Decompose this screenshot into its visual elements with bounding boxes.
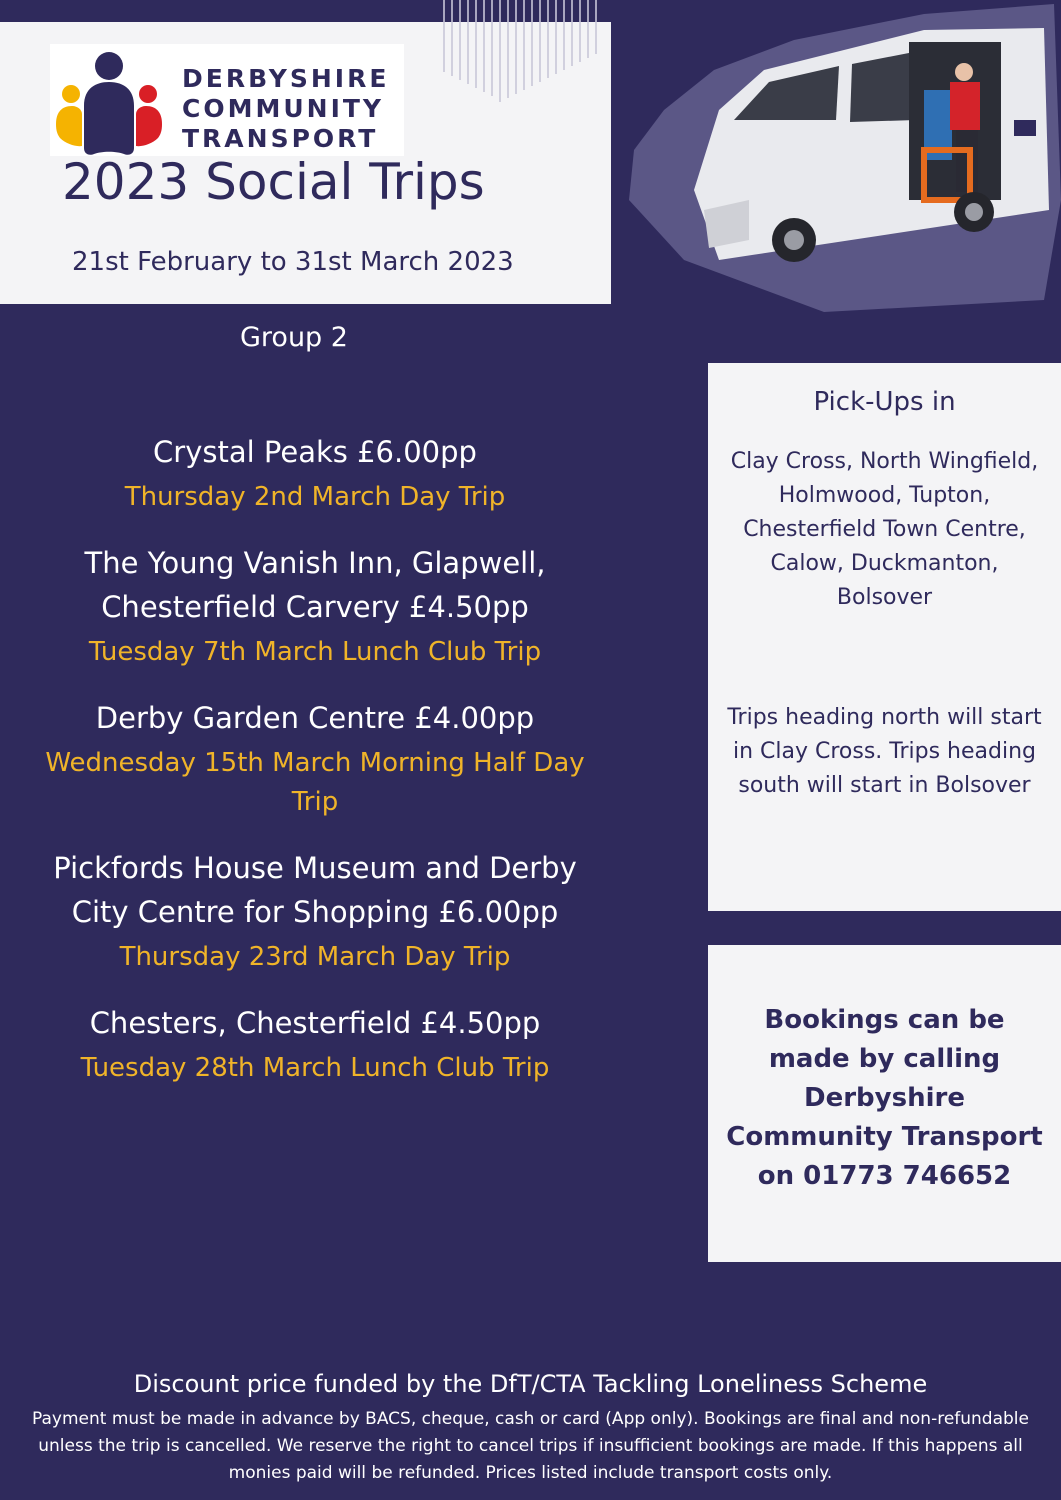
logo-wordmark xyxy=(182,64,389,154)
trip-date: Tuesday 7th March Lunch Club Trip xyxy=(88,637,542,667)
people-logo-icon xyxy=(54,48,164,156)
decorative-fringe xyxy=(440,0,610,106)
trip-name: The Young Vanish Inn, Glapwell, Chesterfield Carvery £4.50pp xyxy=(84,546,546,624)
trip-item xyxy=(30,430,600,517)
logo-line-3: TRANSPORT xyxy=(182,124,379,153)
pickup-locations: Clay Cross, North Wingfield, Holmwood, Tupton, Chesterfield Town Centre, Calow, Duckmanton, Bolsover xyxy=(730,449,1039,610)
pickups-box xyxy=(708,363,1061,911)
footer xyxy=(0,1370,1061,1487)
trip-date: Tuesday 28th March Lunch Club Trip xyxy=(80,1053,550,1083)
trip-date: Wednesday 15th March Morning Half Day Trip xyxy=(45,748,585,817)
terms-text: Payment must be made in advance by BACS, cheque, cash or card (App only). Bookings are final and non-refundable unless the trip is cancelled. We reserve the right to cancel trips if insufficient bookings are made. If this happens all monies paid will be refunded. Prices listed include transport costs only. xyxy=(31,1409,1029,1483)
trip-name: Chesters, Chesterfield £4.50pp xyxy=(89,1006,541,1040)
bookings-text: Bookings can be made by calling Derbyshire Community Transport on 01773 746652 xyxy=(726,1005,1043,1191)
group-label: Group 2 xyxy=(240,322,348,353)
trip-name: Pickfords House Museum and Derby City Centre for Shopping £6.00pp xyxy=(53,851,577,929)
trip-name: Derby Garden Centre £4.00pp xyxy=(95,701,535,735)
trip-date: Thursday 23rd March Day Trip xyxy=(119,942,511,972)
page-title: 2023 Social Trips xyxy=(62,153,485,211)
trip-name: Crystal Peaks £6.00pp xyxy=(153,435,477,469)
pickup-note: Trips heading north will start in Clay Cross. Trips heading south will start in Bolsover xyxy=(727,705,1042,798)
trip-item xyxy=(30,696,600,822)
pickups-heading: Pick-Ups in xyxy=(813,387,956,417)
minibus-photo xyxy=(624,0,1061,312)
trip-item xyxy=(30,541,600,672)
trip-item xyxy=(30,846,600,977)
funding-note: Discount price funded by the DfT/CTA Tackling Loneliness Scheme xyxy=(133,1370,928,1398)
date-range: 21st February to 31st March 2023 xyxy=(72,247,514,277)
trip-item xyxy=(30,1001,600,1088)
logo xyxy=(50,44,404,156)
trip-list xyxy=(30,430,600,1112)
logo-line-2: COMMUNITY xyxy=(182,94,385,123)
trip-date: Thursday 2nd March Day Trip xyxy=(124,482,506,512)
logo-line-1: DERBYSHIRE xyxy=(182,64,390,93)
bookings-box xyxy=(708,945,1061,1262)
